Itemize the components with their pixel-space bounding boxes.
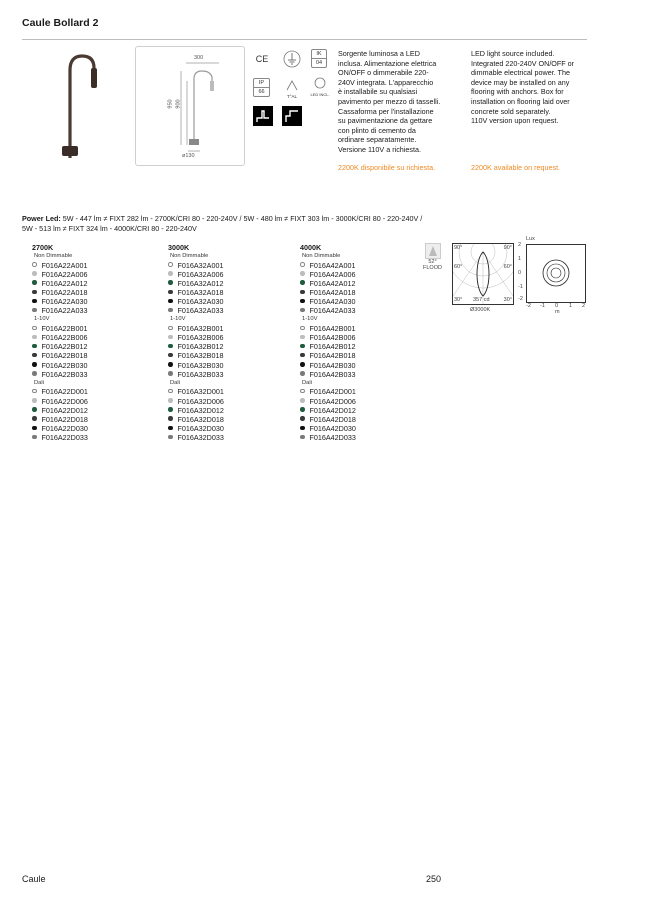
- finish-swatch-icon: [168, 326, 173, 331]
- product-code-row: [300, 361, 356, 370]
- product-code: F016A42D030: [309, 424, 356, 434]
- product-code-row: [300, 342, 356, 351]
- product-photo: [44, 48, 114, 163]
- finish-swatch-icon: [168, 407, 173, 412]
- product-code: F016A22D001: [41, 387, 88, 397]
- product-code: F016A22B001: [41, 324, 88, 334]
- product-code: F016A32B033: [177, 369, 224, 379]
- product-code: F016A32A033: [177, 306, 224, 316]
- ip-rating-icon: IP 66: [253, 78, 270, 97]
- product-code-row: [300, 424, 356, 433]
- product-code: F016A22B033: [41, 369, 88, 379]
- product-code: F016A42B006: [309, 333, 356, 343]
- finish-swatch-icon: [300, 271, 305, 276]
- isolux-y-tick: -2: [518, 296, 523, 302]
- finish-swatch-icon: [300, 362, 305, 367]
- finish-swatch-icon: [168, 299, 173, 304]
- column-heading: 3000K: [168, 243, 190, 252]
- product-code-row: [168, 270, 224, 279]
- polar-caption: Ø3000K: [470, 307, 491, 313]
- finish-swatch-icon: [300, 290, 305, 295]
- product-code-row: [300, 288, 356, 297]
- beam-angle: 52°: [428, 259, 437, 265]
- product-code-row: [32, 342, 88, 351]
- product-code-row: [168, 433, 224, 442]
- finish-swatch-icon: [32, 389, 37, 394]
- description-italian: Sorgente luminosa a LED inclusa. Alimentazione elettrica ON/OFF o dimmerabile 220- 240V integrata. L'apparecchio è installabile su qualsiasi pavimento per mezzo di tasselli. Cassaforma per l'installazione su pavimentazione da gettare con plinto di cemento da ordinare separatamente. Versione 110V a richiesta.: [338, 49, 441, 154]
- product-code-row: [168, 261, 224, 270]
- product-code-row: [32, 406, 88, 415]
- finish-swatch-icon: [32, 407, 37, 412]
- product-code-row: [32, 415, 88, 424]
- product-code: F016A42A030: [309, 297, 356, 307]
- page-title: Caule Bollard 2: [22, 17, 99, 29]
- finish-swatch-icon: [168, 435, 173, 440]
- finish-swatch-icon: [300, 398, 305, 403]
- ik-rating-icon: IK 04: [311, 49, 327, 68]
- product-code: F016A32A030: [177, 297, 224, 307]
- product-code-row: [168, 370, 224, 379]
- finish-swatch-icon: [300, 262, 305, 267]
- product-code: F016A32A001: [177, 260, 224, 270]
- product-code: F016A22A012: [41, 278, 88, 288]
- product-code-row: [300, 306, 356, 315]
- product-code-row: [32, 297, 88, 306]
- isolux-x-tick: 0: [555, 303, 559, 309]
- dimming-group-label: 1-10V: [34, 316, 50, 323]
- finish-swatch-icon: [300, 371, 305, 376]
- codes-column-4000k: [300, 243, 356, 442]
- power-line-2: 5W - 513 lm ≠ FIXT 324 lm - 4000K/CRI 80 - 220-240V: [22, 223, 197, 233]
- product-code: F016A32A012: [177, 278, 224, 288]
- product-code: F016A32D018: [177, 414, 224, 424]
- finish-swatch-icon: [168, 371, 173, 376]
- product-code-row: [32, 306, 88, 315]
- isolux-y-tick: 0: [518, 270, 522, 276]
- product-code-row: [168, 324, 224, 333]
- isolux-x-tick: 2: [582, 303, 586, 309]
- product-code-row: [32, 397, 88, 406]
- product-code: F016A22B018: [41, 351, 88, 361]
- codes-column-2700k: [32, 243, 88, 442]
- product-code: F016A32D030: [177, 424, 224, 434]
- beam-angle-indicator: [420, 243, 445, 277]
- isolux-y-tick: -1: [518, 284, 523, 290]
- finish-swatch-icon: [300, 280, 305, 285]
- product-code: F016A42B012: [309, 342, 356, 352]
- product-code-row: [32, 288, 88, 297]
- product-code-row: [300, 270, 356, 279]
- finish-swatch-icon: [168, 353, 173, 358]
- dimming-group-label: Non Dimmable: [170, 253, 209, 259]
- finish-swatch-icon: [168, 335, 173, 340]
- finish-swatch-icon: [300, 308, 305, 313]
- dimming-group-label: Dali: [170, 379, 180, 386]
- product-code-row: [300, 387, 356, 396]
- earth-icon: [282, 49, 302, 69]
- product-code: F016A42D033: [309, 433, 356, 443]
- product-code: F016A42A001: [309, 260, 356, 270]
- product-code: F016A22A001: [41, 260, 88, 270]
- dim-base: ø130: [182, 153, 195, 159]
- floor-anchor-icon: [253, 106, 273, 126]
- product-code: F016A32D012: [177, 405, 224, 415]
- isolux-lux-label: Lux: [526, 236, 535, 242]
- finish-swatch-icon: [300, 407, 305, 412]
- product-code: F016A32B001: [177, 324, 224, 334]
- title-divider: [22, 39, 587, 40]
- finish-swatch-icon: [300, 353, 305, 358]
- finish-swatch-icon: [168, 389, 173, 394]
- finish-swatch-icon: [300, 335, 305, 340]
- finish-swatch-icon: [32, 435, 37, 440]
- dimming-group-label: Dali: [34, 379, 44, 386]
- product-code-row: [168, 351, 224, 360]
- polar-candela: 357 cd: [473, 297, 490, 303]
- codes-column-3000k: [168, 243, 224, 442]
- product-code: F016A22D033: [41, 433, 88, 443]
- product-code-row: [32, 279, 88, 288]
- product-code-row: [300, 433, 356, 442]
- temperature-icon: T°AL: [282, 78, 302, 98]
- product-code-row: [300, 279, 356, 288]
- product-code: F016A32D001: [177, 387, 224, 397]
- isolux-x-tick: -1: [540, 303, 545, 309]
- led-included-icon: LED INCL.: [310, 76, 330, 98]
- finish-swatch-icon: [168, 416, 173, 421]
- product-code: F016A42B001: [309, 324, 356, 334]
- product-code-row: [32, 351, 88, 360]
- product-code-row: [168, 288, 224, 297]
- isolux-y-tick: 2: [518, 242, 522, 248]
- polar-angle-30-right: 30°: [503, 297, 512, 303]
- description-english: LED light source included. Integrated 220-240V ON/OFF or dimmable electrical power. The device may be installed on any flooring with anchors. Box for installation on flooring laid over concrete sold separately. 110V version upon request.: [471, 49, 575, 126]
- product-code: F016A22A033: [41, 306, 88, 316]
- product-code: F016A22A018: [41, 288, 88, 298]
- product-code: F016A22D018: [41, 414, 88, 424]
- product-code: F016A32D033: [177, 433, 224, 443]
- product-code: F016A22A030: [41, 297, 88, 307]
- finish-swatch-icon: [300, 326, 305, 331]
- finish-swatch-icon: [168, 308, 173, 313]
- finish-swatch-icon: [32, 326, 37, 331]
- product-code-row: [168, 397, 224, 406]
- finish-swatch-icon: [32, 426, 37, 431]
- finish-swatch-icon: [32, 271, 37, 276]
- finish-swatch-icon: [32, 299, 37, 304]
- finish-swatch-icon: [32, 308, 37, 313]
- product-code: F016A42D001: [309, 387, 356, 397]
- product-code-row: [32, 324, 88, 333]
- polar-angle-90-left: 90°: [454, 245, 463, 251]
- product-code: F016A42A033: [309, 306, 356, 316]
- note-italian: 2200K disponibile su richiesta.: [338, 163, 436, 172]
- product-code-row: [300, 324, 356, 333]
- product-code-row: [32, 424, 88, 433]
- column-heading: 2700K: [32, 243, 54, 252]
- product-code-row: [300, 333, 356, 342]
- product-code-row: [168, 361, 224, 370]
- finish-swatch-icon: [300, 344, 305, 349]
- finish-swatch-icon: [32, 416, 37, 421]
- finish-swatch-icon: [168, 362, 173, 367]
- dimming-group-label: 1-10V: [170, 316, 186, 323]
- concrete-box-icon: [282, 106, 302, 126]
- product-code: F016A32B006: [177, 333, 224, 343]
- product-code-row: [300, 415, 356, 424]
- product-code-row: [32, 370, 88, 379]
- isolux-x-tick: 1: [569, 303, 573, 309]
- finish-swatch-icon: [32, 371, 37, 376]
- product-code-row: [168, 306, 224, 315]
- finish-swatch-icon: [168, 271, 173, 276]
- product-code: F016A42A018: [309, 288, 356, 298]
- product-code: F016A42B033: [309, 369, 356, 379]
- dimming-group-label: Non Dimmable: [302, 253, 341, 259]
- dimming-group-label: Dali: [302, 379, 312, 386]
- product-code: F016A32A006: [177, 269, 224, 279]
- product-code: F016A42B030: [309, 360, 356, 370]
- polar-angle-90-right: 90°: [503, 245, 512, 251]
- product-code: F016A22A006: [41, 269, 88, 279]
- dim-height-total: 950: [167, 99, 174, 109]
- power-line-1: 5W - 447 lm ≠ FIXT 282 lm - 2700K/CRI 80 - 220-240V / 5W - 480 lm ≠ FIXT 303 lm - 3000K/CRI 80 - 220-240V /: [60, 214, 423, 223]
- finish-swatch-icon: [168, 426, 173, 431]
- product-code-row: [300, 351, 356, 360]
- finish-swatch-icon: [32, 362, 37, 367]
- product-code: F016A42D012: [309, 405, 356, 415]
- ce-mark-icon: CE: [255, 54, 269, 64]
- product-code: F016A42B018: [309, 351, 356, 361]
- product-code: F016A42D018: [309, 414, 356, 424]
- finish-swatch-icon: [32, 262, 37, 267]
- finish-swatch-icon: [300, 435, 305, 440]
- finish-swatch-icon: [32, 290, 37, 295]
- isolux-x-tick: -2: [526, 303, 531, 309]
- finish-swatch-icon: [300, 299, 305, 304]
- dim-width: 300: [194, 55, 204, 61]
- finish-swatch-icon: [32, 398, 37, 403]
- product-code-row: [168, 342, 224, 351]
- finish-swatch-icon: [168, 262, 173, 267]
- product-code: F016A42A012: [309, 278, 356, 288]
- polar-angle-30-left: 30°: [454, 297, 463, 303]
- product-code: F016A22D030: [41, 424, 88, 434]
- product-code-row: [300, 261, 356, 270]
- beam-type: FLOOD: [423, 265, 442, 271]
- product-code: F016A22B030: [41, 360, 88, 370]
- finish-swatch-icon: [32, 353, 37, 358]
- product-code-row: [168, 415, 224, 424]
- dimming-group-label: 1-10V: [302, 316, 318, 323]
- product-code-row: [32, 361, 88, 370]
- polar-diagram: [452, 243, 514, 305]
- power-label: Power Led:: [22, 214, 61, 223]
- finish-swatch-icon: [300, 389, 305, 394]
- finish-swatch-icon: [32, 344, 37, 349]
- product-code: F016A22D006: [41, 396, 88, 406]
- note-english: 2200K available on request.: [471, 163, 561, 172]
- dim-height-inner: 900: [175, 99, 182, 109]
- technical-drawing: [135, 46, 245, 166]
- product-code: F016A32D006: [177, 396, 224, 406]
- product-code-row: [168, 424, 224, 433]
- finish-swatch-icon: [168, 344, 173, 349]
- polar-angle-60-right: 60°: [503, 264, 512, 270]
- product-code: F016A42A006: [309, 269, 356, 279]
- product-code-row: [168, 406, 224, 415]
- product-code: F016A32A018: [177, 288, 224, 298]
- product-code-row: [32, 387, 88, 396]
- product-code: F016A32B030: [177, 360, 224, 370]
- polar-angle-60-left: 60°: [454, 264, 463, 270]
- product-code-row: [32, 261, 88, 270]
- product-code-row: [168, 279, 224, 288]
- product-code: F016A22B012: [41, 342, 88, 352]
- isolux-x-unit: m: [555, 309, 560, 315]
- product-code-row: [300, 370, 356, 379]
- product-code: F016A32B012: [177, 342, 224, 352]
- product-code-row: [300, 297, 356, 306]
- product-code-row: [32, 433, 88, 442]
- isolux-diagram: [518, 236, 594, 316]
- product-code-row: [300, 397, 356, 406]
- product-code-row: [168, 387, 224, 396]
- product-code: F016A22B006: [41, 333, 88, 343]
- product-code-row: [300, 406, 356, 415]
- finish-swatch-icon: [300, 426, 305, 431]
- finish-swatch-icon: [168, 290, 173, 295]
- footer-section: Caule: [22, 874, 46, 884]
- dimming-group-label: Non Dimmable: [34, 253, 73, 259]
- product-code-row: [32, 333, 88, 342]
- finish-swatch-icon: [300, 416, 305, 421]
- product-code-row: [168, 297, 224, 306]
- finish-swatch-icon: [32, 335, 37, 340]
- product-code: F016A32B018: [177, 351, 224, 361]
- product-code-row: [32, 270, 88, 279]
- isolux-plot: [526, 244, 586, 303]
- beam-icon: [425, 243, 441, 259]
- finish-swatch-icon: [168, 398, 173, 403]
- product-code: F016A22D012: [41, 405, 88, 415]
- power-led-specs: [22, 214, 622, 234]
- finish-swatch-icon: [32, 280, 37, 285]
- product-code: F016A42D006: [309, 396, 356, 406]
- finish-swatch-icon: [168, 280, 173, 285]
- column-heading: 4000K: [300, 243, 322, 252]
- product-code-row: [168, 333, 224, 342]
- footer-page-number: 250: [426, 874, 442, 884]
- isolux-y-tick: 1: [518, 256, 522, 262]
